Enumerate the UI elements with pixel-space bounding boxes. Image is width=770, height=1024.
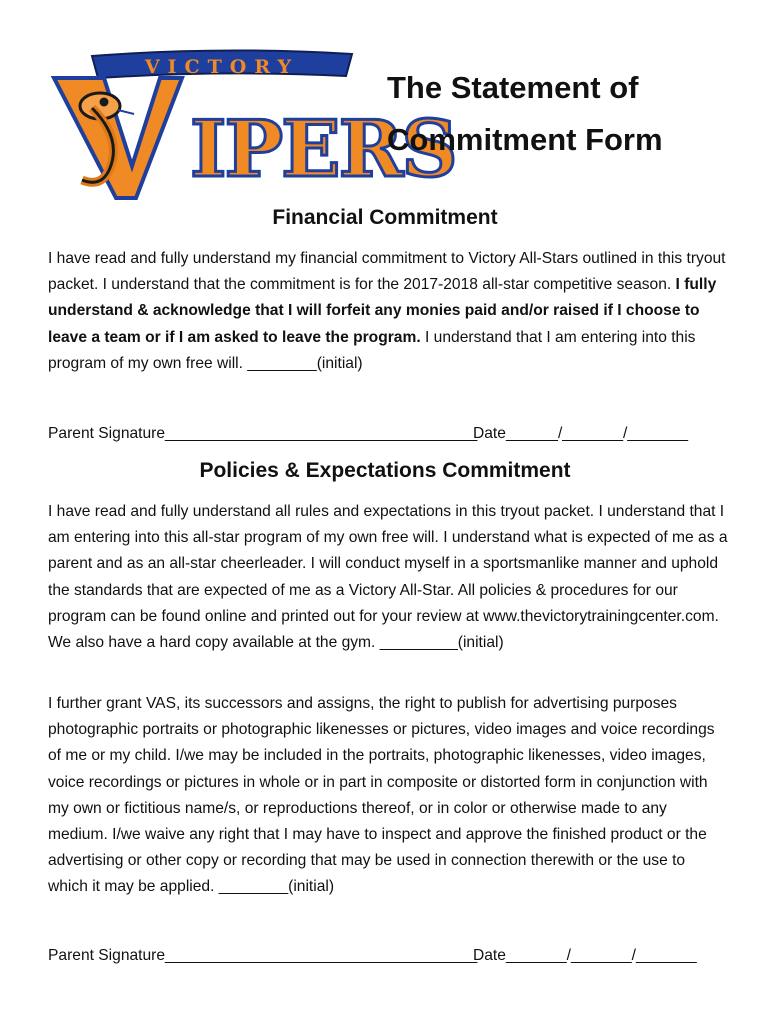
date-line-1[interactable]: Date______/_______/_______	[473, 425, 689, 442]
parent-signature-line-2[interactable]: Parent Signature____________________________________	[48, 947, 478, 964]
financial-bold-text: I fully understand & acknowledge that I will forfeit any monies paid and/or raised if I choose to leave a team or if I am asked to leave the program.	[48, 276, 717, 346]
policies-heading: Policies & Expectations Commitment	[199, 459, 571, 482]
policies-paragraph-2: I further grant VAS, its successors and assigns, the right to publish for advertising purposes photographic portraits or photographic likenesses or pictures, video images and voice recordings of me or my child. I/we may be included in the portraits, photographic likenesses, video images, voice recordings or pictures in whole or in part in composite or distorted form in conjunction with my own or fictitious name/s, or reproductions thereof, or in color or otherwise made to any medium. I/we waive any right that I may have to inspect and approve the finished product or the advertising or other copy or recording that may be used in connection therewith or the use to which it may be applied. ________(initial)	[48, 695, 715, 896]
policies-paragraph-1: I have read and fully understand all rules and expectations in this tryout packet. I understand that I am entering into this all-star program of my own free will. I understand what is expected of me as a parent and as an all-star cheerleader. I will conduct myself in a sportsmanlike manner and uphold the standards that are expected of me as a Victory All-Star. All policies & procedures for our program can be found online and printed out for your review at www.thevictorytrainingcenter.com. We also have a hard copy available at the gym. _________(initial)	[48, 503, 728, 652]
form-title	[387, 62, 663, 166]
financial-text-1: I have read and fully understand my financial commitment to Victory All-Stars outlined in this tryout packet. I understand that the commitment is for the 2017-2018 all-star competitive season.	[48, 250, 726, 294]
viper-snake-icon	[52, 48, 456, 198]
victory-vipers-logo	[52, 48, 456, 198]
title-line-2: Commitment Form	[387, 122, 663, 157]
logo-vipers-text: IPERS	[190, 104, 456, 195]
financial-text-2: I understand that I am entering into this program of my own free will. ________(initial)	[48, 328, 696, 372]
logo-victory-text: VICTORY	[144, 56, 300, 78]
date-line-2[interactable]: Date_______/_______/_______	[473, 947, 697, 964]
financial-commitment-heading: Financial Commitment	[272, 206, 498, 229]
parent-signature-line-1[interactable]: Parent Signature____________________________________	[48, 425, 478, 442]
financial-commitment-paragraph	[48, 246, 728, 377]
title-line-1: The Statement of	[387, 70, 639, 105]
